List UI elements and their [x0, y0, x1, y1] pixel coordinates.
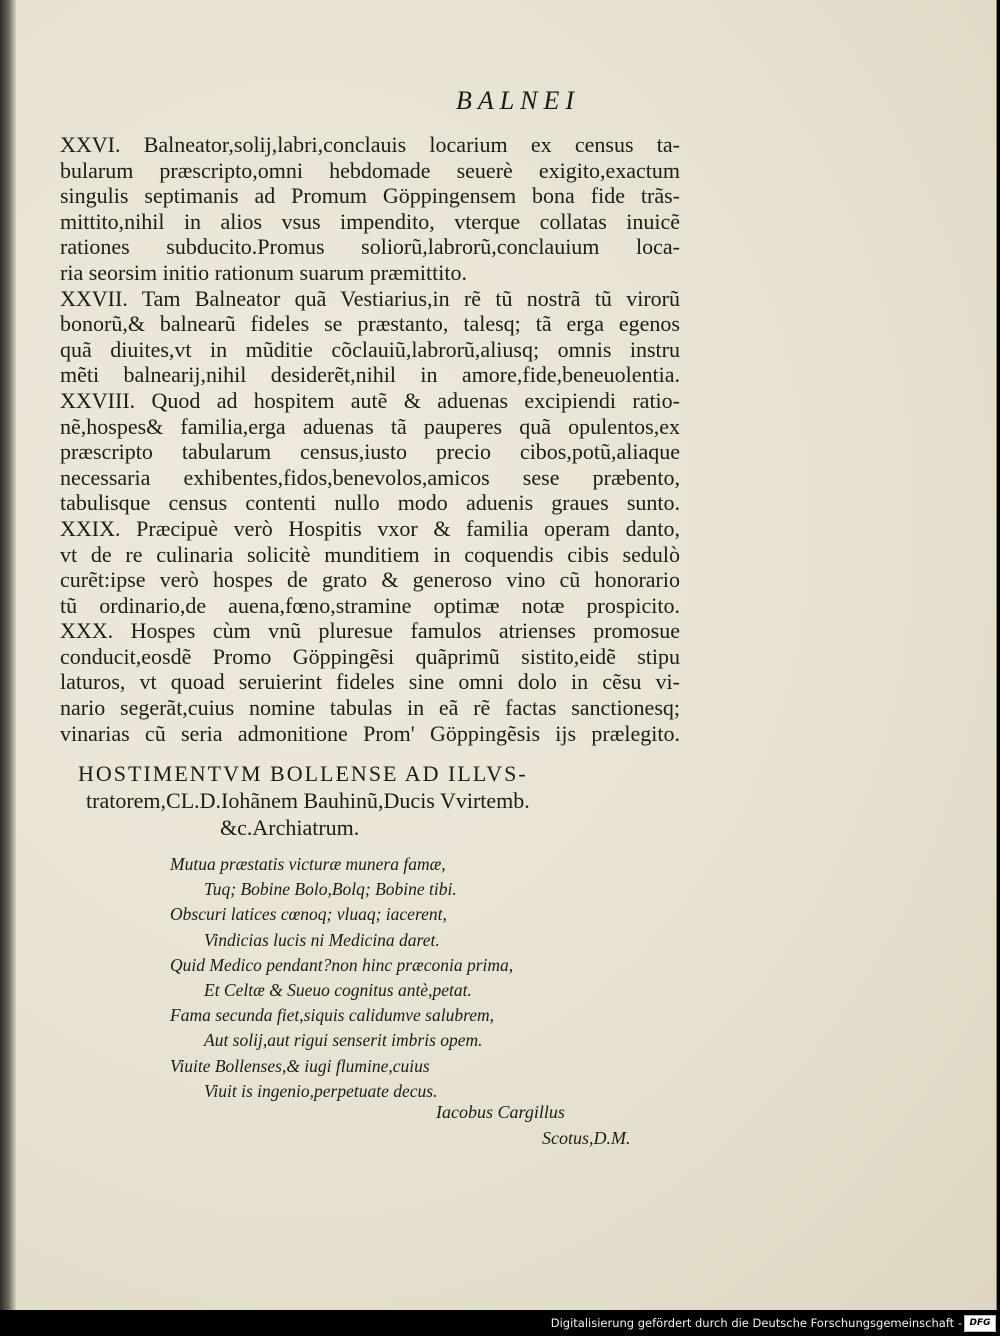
text-line: XXX. Hospes cùm vnũ pluresue famulos atrienses promosue: [60, 618, 680, 644]
text-line: nario segerãt,cuius nomine tabulas in eã rẽ factas sanctionesq;: [60, 695, 680, 721]
heading-line: HOSTIMENTVM BOLLENSE AD ILLVS-: [78, 761, 528, 786]
text-line: XXIX. Præcipuè verò Hospitis vxor & familia operam danto,: [60, 515, 680, 541]
text-line: rationes subducito.Promus soliorũ,labrorũ,conclauium loca-: [60, 234, 680, 260]
text-line: bularum præscripto,omni hebdomade seuerè exigito,exactum: [60, 157, 680, 183]
signature-title: Scotus,D.M.: [542, 1128, 631, 1148]
book-gutter: [0, 0, 16, 1310]
main-text-block: [60, 132, 680, 746]
text-line: mittito,nihil in alios vsus impendito, vterque collatas inuicẽ: [60, 208, 680, 234]
text-line: quã diuites,vt in mũditie cõclauiũ,labrorũ,aliusq; omnis instru: [60, 336, 680, 362]
text-line: vinarias cũ seria admonitione Prom' Göppingẽsis ijs prælegito.: [60, 720, 680, 746]
poem-verse: Aut solij,aut rigui senserit imbris opem.: [204, 1030, 483, 1051]
text-line: XXVII. Tam Balneator quã Vestiarius,in rẽ tũ nostrã tũ virorũ: [60, 285, 680, 311]
footer-bar: [0, 1310, 1000, 1336]
text-line: nẽ,hospes& familia,erga aduenas tã pauperes quã opulentos,ex: [60, 413, 680, 439]
text-line: bonorũ,& balnearũ fideles se præstanto, talesq; tã erga egenos: [60, 311, 680, 337]
text-line: mẽti balnearij,nihil desiderẽt,nihil in amore,fide,beneuolentia.: [60, 362, 680, 388]
text-line: tabulisque census contenti nullo modo aduenis graues sunto.: [60, 490, 680, 516]
signature-name: Iacobus Cargillus: [436, 1102, 565, 1122]
poem-verse: Fama secunda fiet,siquis calidumve salubrem,: [170, 1005, 495, 1026]
poem-verse: Viuite Bollenses,& iugi flumine,cuius: [170, 1055, 430, 1076]
text-line: laturos, vt quoad seruierint fideles sine omni dolo in cẽsu vi-: [60, 669, 680, 695]
heading-line: &c.Archiatrum.: [220, 815, 360, 840]
text-line: conducit,eosdẽ Promo Göppingẽsi quãprimũ sistito,eidẽ stipu: [60, 643, 680, 669]
text-line: curẽt:ipse verò hospes de grato & generoso vino cũ honorario: [60, 567, 680, 593]
poem-verse: Viuit is ingenio,perpetuate decus.: [204, 1080, 438, 1101]
text-line: necessaria exhibentes,fidos,benevolos,amicos sese præbento,: [60, 464, 680, 490]
heading-line: tratorem,CL.D.Iohãnem Bauhinũ,Ducis Vvirtemb.: [86, 788, 530, 813]
running-head: BALNEI: [455, 86, 581, 115]
poem-verse: Tuq; Bobine Bolo,Bolq; Bobine tibi.: [204, 879, 457, 900]
funding-notice: Digitalisierung gefördert durch die Deutsche Forschungsgemeinschaft -: [550, 1316, 962, 1330]
poem-verse: Et Celtæ & Sueuo cognitus antè,petat.: [204, 980, 472, 1001]
text-line: ria seorsim initio rationum suarum præmittito.: [60, 259, 467, 285]
poem-verse: Vindicias lucis ni Medicina daret.: [204, 929, 440, 950]
section-heading: [78, 760, 698, 841]
poem-verse: Mutua præstatis victuræ munera famæ,: [170, 854, 446, 874]
text-line: præscripto tabularum census,iusto precio cibos,potũ,aliaque: [60, 439, 680, 465]
poem-verse: Quid Medico pendant?non hinc præconia prima,: [170, 954, 514, 975]
text-line: tũ ordinario,de auena,fœno,stramine optimæ notæ prospicito.: [60, 592, 680, 618]
text-line: vt de re culinaria solicitè munditiem in coquendis cibis sedulò: [60, 541, 680, 567]
text-line: singulis septimanis ad Promum Göppingensem bona fide trãs-: [60, 183, 680, 209]
poem-verse: Obscuri latices cœnoq; vluaq; iacerent,: [170, 904, 447, 925]
text-line: XXVIII. Quod ad hospitem autẽ & aduenas excipiendi ratio-: [60, 387, 680, 413]
text-line: XXVI. Balneator,solij,labri,conclauis locarium ex census ta-: [60, 132, 680, 157]
poem-block: [170, 852, 690, 1104]
dfg-logo: DFG: [964, 1315, 996, 1332]
